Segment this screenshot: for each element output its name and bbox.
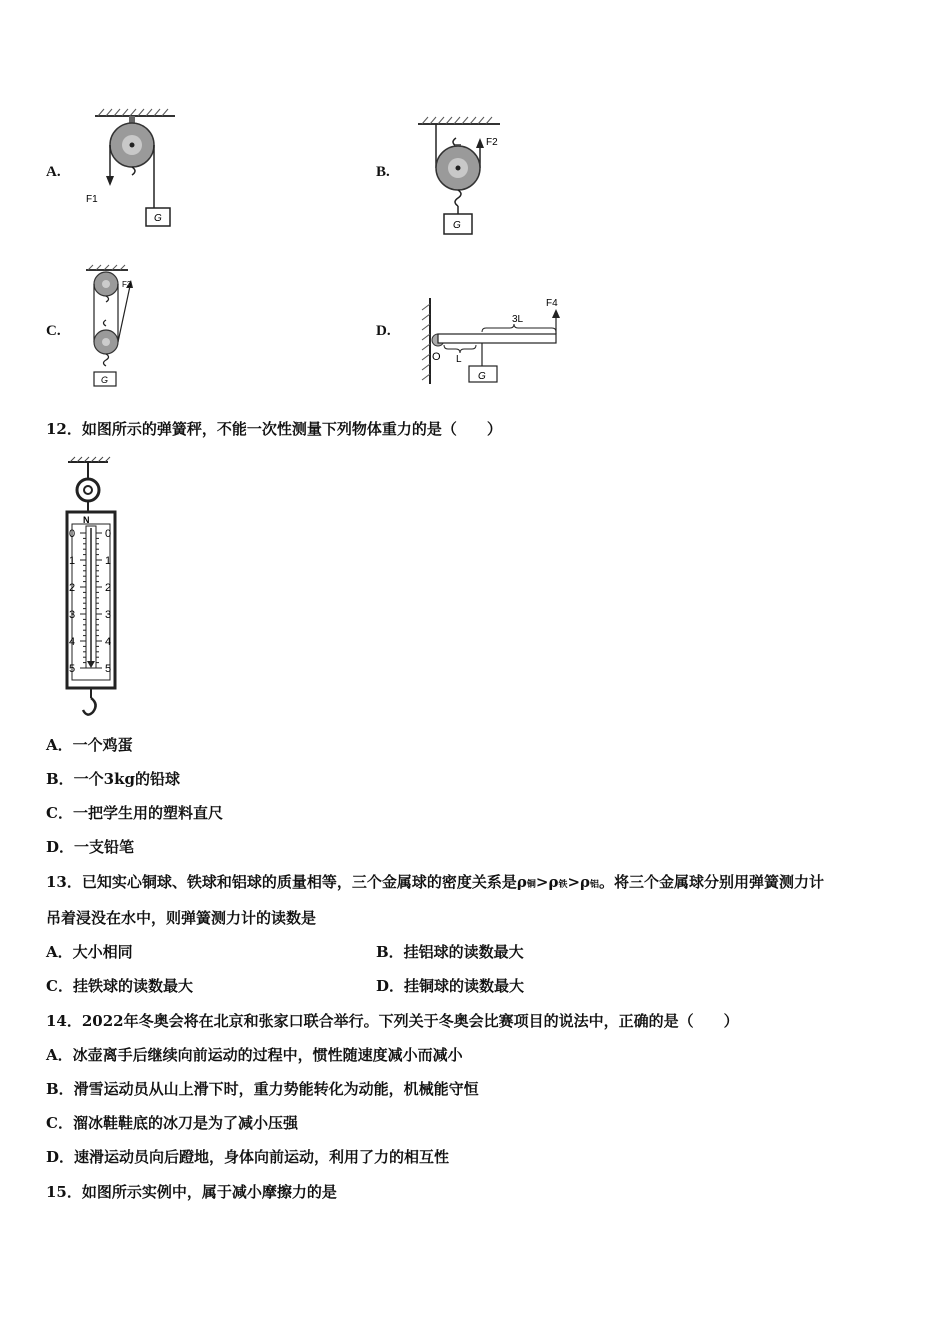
q14-option-d: D．速滑运动员向后蹬地，身体向前运动，利用了力的相互性 [46, 1148, 450, 1166]
rho-fe: ρ [548, 873, 559, 891]
right-tick-1: 1 [105, 555, 112, 567]
figure-d-long-arm-label: 3L [512, 314, 524, 325]
rho-al: ρ [580, 873, 591, 891]
gt-2: > [567, 873, 581, 891]
q13-option-a: A．大小相同 [46, 943, 133, 961]
q13-option-d: D．挂铜球的读数最大 [376, 977, 525, 995]
right-tick-5: 5 [105, 663, 112, 675]
scale-unit-label: N [83, 515, 90, 525]
q12-option-b: B．一个3kg的铅球 [46, 770, 180, 788]
figure-d-force-label: F4 [546, 298, 558, 309]
q12-option-c: C．一把学生用的塑料直尺 [46, 804, 223, 822]
gt-1: > [535, 873, 549, 891]
option-a-label: A. [46, 164, 61, 180]
rho-cu: ρ [516, 873, 527, 891]
figure-d-short-arm-label: L [456, 354, 462, 365]
figure-c-pulley-block [78, 264, 148, 389]
right-tick-2: 2 [105, 582, 112, 594]
figure-b-weight-label: G [453, 220, 461, 231]
sub-fe: 铁 [558, 880, 568, 890]
option-d-label: D. [376, 323, 391, 339]
q14-option-a: A．冰壶离手后继续向前运动的过程中，惯性随速度减小而减小 [46, 1046, 463, 1064]
left-tick-4: 4 [69, 636, 76, 648]
left-tick-5: 5 [69, 663, 76, 675]
q14-stem: 14．2022年冬奥会将在北京和张家口联合举行。下列关于冬奥会比赛项目的说法中，正确的是（ ） [46, 1012, 739, 1030]
right-tick-3: 3 [105, 609, 112, 621]
q12-option-d: D．一支铅笔 [46, 838, 135, 856]
sub-al: 铝 [590, 880, 600, 890]
option-b-label: B. [376, 164, 390, 180]
q13-stem-line2: 吊着浸没在水中，则弹簧测力计的读数是 [46, 909, 317, 927]
q13-option-b: B．挂铝球的读数最大 [376, 943, 524, 961]
right-tick-0: 0 [105, 528, 112, 540]
figure-c-weight-label: G [101, 375, 109, 385]
q13-stem-part2: 。将三个金属球分别用弹簧测力计 [599, 873, 825, 891]
figure-b-force-label: F2 [486, 137, 498, 148]
left-tick-1: 1 [69, 555, 76, 567]
figure-a-fixed-pulley [80, 108, 190, 233]
figure-d-weight-label: G [478, 371, 486, 382]
sub-cu: 铜 [526, 880, 536, 890]
figure-d-lever [412, 294, 572, 386]
left-tick-3: 3 [69, 609, 76, 621]
right-tick-4: 4 [105, 636, 112, 648]
left-tick-2: 2 [69, 582, 76, 594]
q12-option-a: A．一个鸡蛋 [46, 736, 133, 754]
q13-stem-part1: 13．已知实心铜球、铁球和铝球的质量相等，三个金属球的密度关系是 [46, 873, 517, 891]
q14-option-b: B．滑雪运动员从山上滑下时，重力势能转化为动能，机械能守恒 [46, 1080, 479, 1098]
figure-c-force-label: F3 [122, 280, 132, 289]
figure-a-force-label: F1 [86, 194, 98, 205]
q14-option-c: C．溜冰鞋鞋底的冰刀是为了减小压强 [46, 1114, 298, 1132]
spring-scale-figure [60, 456, 124, 720]
figure-d-pivot-label: O [432, 351, 441, 363]
figure-a-weight-label: G [154, 213, 162, 224]
q15-stem: 15．如图所示实例中，属于减小摩擦力的是 [46, 1183, 337, 1201]
q13-stem-line1 [46, 872, 824, 895]
q12-stem: 12．如图所示的弹簧秤，不能一次性测量下列物体重力的是（ ） [46, 420, 502, 438]
left-tick-0: 0 [69, 528, 76, 540]
q13-option-c: C．挂铁球的读数最大 [46, 977, 193, 995]
figure-b-movable-pulley [410, 112, 520, 237]
option-c-label: C. [46, 323, 61, 339]
